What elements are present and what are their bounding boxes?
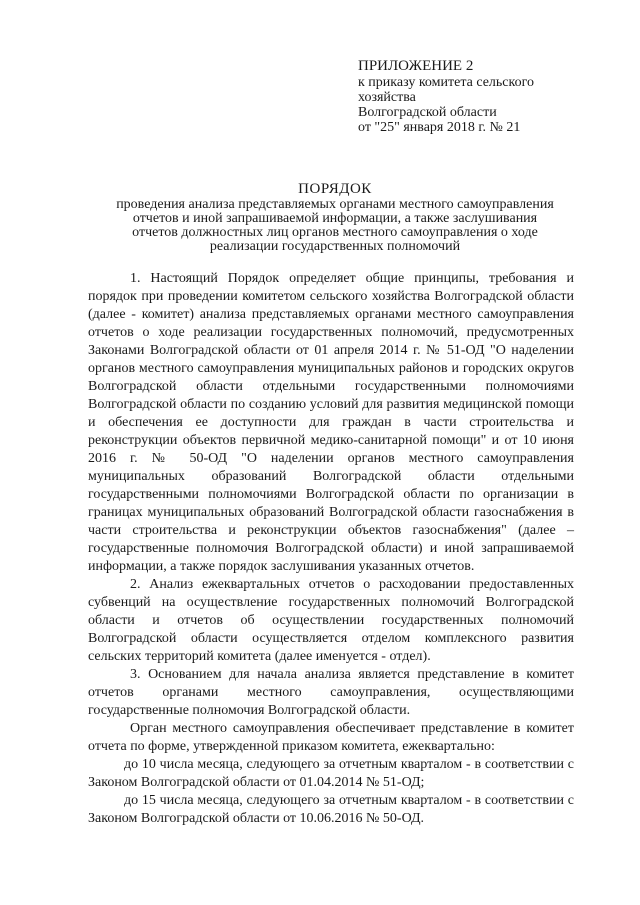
paragraph-2: 2. Анализ ежеквартальных отчетов о расходовании предоставленных субвенций на осуществление государственных полномочий Волгоградской области и отчетов об осуществлении государственных полномочий Волгоградской области осуществляется отделом комплексного развития сельских территорий комитета (далее именуется - отдел).	[88, 577, 574, 664]
document-title: ПОРЯДОК	[298, 181, 372, 197]
paragraph-6: до 15 числа месяца, следующего за отчетным кварталом - в соответствии с Законом Волгоградской области от 10.06.2016 № 50-ОД.	[88, 793, 574, 826]
subtitle-line: реализации государственных полномочий	[209, 239, 461, 254]
document-heading	[80, 180, 590, 254]
appendix-line: от "25" января 2018 г. № 21	[358, 120, 521, 135]
appendix-line: хозяйства	[358, 90, 416, 105]
subtitle-line: отчетов должностных лиц органов местного самоуправления о ходе	[132, 225, 538, 240]
subtitle-line: проведения анализа представляемых органами местного самоуправления	[116, 197, 554, 212]
appendix-block	[358, 58, 608, 135]
subtitle-line: отчетов и иной запрашиваемой информации, а также заслушивания	[132, 211, 538, 226]
paragraph-5: до 10 числа месяца, следующего за отчетным кварталом - в соответствии с Законом Волгоградской области от 01.04.2014 № 51-ОД;	[88, 757, 574, 790]
paragraph-3: 3. Основанием для начала анализа является представление в комитет отчетов органами местного самоуправления, осуществляющими государственные полномочия Волгоградской области.	[88, 667, 574, 718]
appendix-line: Волгоградской области	[358, 105, 497, 120]
appendix-title: ПРИЛОЖЕНИЕ 2	[358, 58, 474, 74]
appendix-line: к приказу комитета сельского	[358, 75, 535, 90]
paragraph-4: Орган местного самоуправления обеспечивает представление в комитет отчета по форме, утвержденной приказом комитета, ежеквартально:	[88, 721, 574, 754]
document-body	[88, 270, 574, 828]
paragraph-1: 1. Настоящий Порядок определяет общие принципы, требования и порядок при проведении комитетом сельского хозяйства Волгоградской области (далее - комитет) анализа представляемых органами местного самоуправления отчетов о ходе реализации государственных полномочий, предусмотренных Законами Волгоградской области от 01 апреля 2014 г. № 51-ОД "О наделении органов местного самоуправления муниципальных районов и городских округов Волгоградской области отдельными государственными полномочиями Волгоградской области по созданию условий для развития медицинской помощи и обеспечения ее доступности для граждан в части строительства и реконструкции объектов первичной медико-санитарной помощи" и от 10 июня 2016 г. № 50-ОД "О наделении органов местного самоуправления муниципальных образований Волгоградской области отдельными государственными полномочиями Волгоградской области по организации в границах муниципальных образований Волгоградской области газоснабжения в части строительства и реконструкции объектов газоснабжения" (далее – государственные полномочия Волгоградской области) и иной запрашиваемой информации, а также порядок заслушивания указанных отчетов.	[88, 271, 574, 574]
